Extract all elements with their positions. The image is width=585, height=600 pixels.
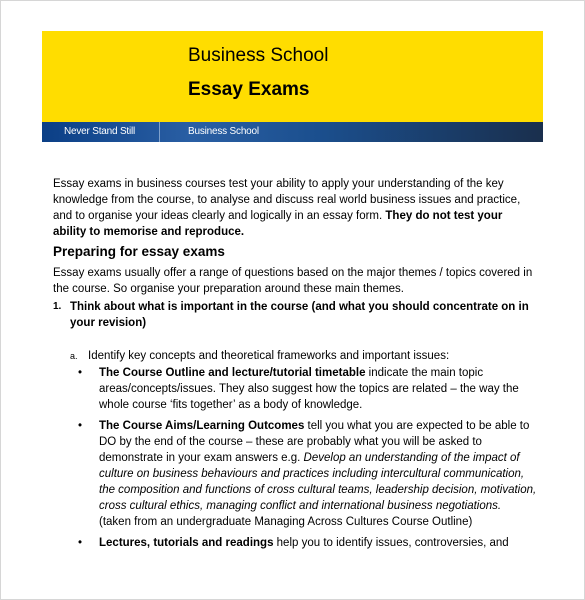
bullet-icon: • — [78, 367, 83, 379]
list-item — [78, 365, 540, 413]
list-letter: a. — [70, 351, 78, 361]
bullet-bold: The Course Aims/Learning Outcomes — [99, 420, 305, 432]
banner-school-name: Business School — [188, 45, 329, 66]
bullet-icon: • — [78, 420, 83, 432]
numbered-list-item — [53, 299, 538, 331]
section-heading: Preparing for essay exams — [53, 244, 225, 259]
bullet-text: help you to identify issues, controversies, and — [273, 537, 509, 549]
bullet-source-note: (taken from an undergraduate Managing Across Cultures Course Outline) — [99, 516, 473, 528]
document-title: Essay Exams — [188, 79, 310, 100]
bullet-bold: The Course Outline and lecture/tutorial timetable — [99, 367, 366, 379]
lettered-item-text: Identify key concepts and theoretical frameworks and important issues: — [88, 350, 450, 362]
bullet-text: tell you what you are expected to be able to DO by the end of the course – these are probably what you will be asked to demonstrate in your exam answers e.g. — [99, 420, 530, 464]
intro-text: Essay exams in business courses test your ability to apply your understanding of the key knowledge from the course, to analyse and discuss real world business issues and practice, and to organise your ideas clearly and logically in an essay form. — [53, 178, 521, 222]
list-item — [78, 535, 540, 551]
bullet-text: indicate the main topic areas/concepts/issues. They also suggest how the topics are related – the way the whole course ‘fits together’ as a body of knowledge. — [99, 367, 519, 411]
bullet-list — [78, 365, 540, 556]
lettered-list-item — [70, 348, 540, 364]
bullet-bold: Lectures, tutorials and readings — [99, 537, 274, 549]
header-banner — [42, 31, 543, 122]
navbar-divider — [159, 122, 160, 142]
bullet-icon: • — [78, 537, 83, 549]
navbar-school-label: Business School — [188, 126, 259, 137]
section-paragraph: Essay exams usually offer a range of questions based on the major themes / topics covered in the course. So organise your preparation around these main themes. — [53, 267, 533, 295]
intro-emphasis: They do not test your ability to memorise and reproduce. — [53, 210, 503, 238]
numbered-item-text: Think about what is important in the course (and what you should concentrate on in your revision) — [70, 301, 529, 329]
intro-paragraph — [53, 176, 538, 240]
list-item — [78, 418, 540, 530]
brand-navbar — [42, 122, 543, 142]
list-number: 1. — [53, 301, 62, 312]
navbar-tagline: Never Stand Still — [64, 126, 136, 137]
bullet-example: Develop an understanding of the impact of culture on business behaviours and practices including intercultural communication, the composition and functions of cross cultural teams, leadership decision, motivation, cross cultural ethics, managing conflict and international business negotiations. — [99, 452, 537, 512]
